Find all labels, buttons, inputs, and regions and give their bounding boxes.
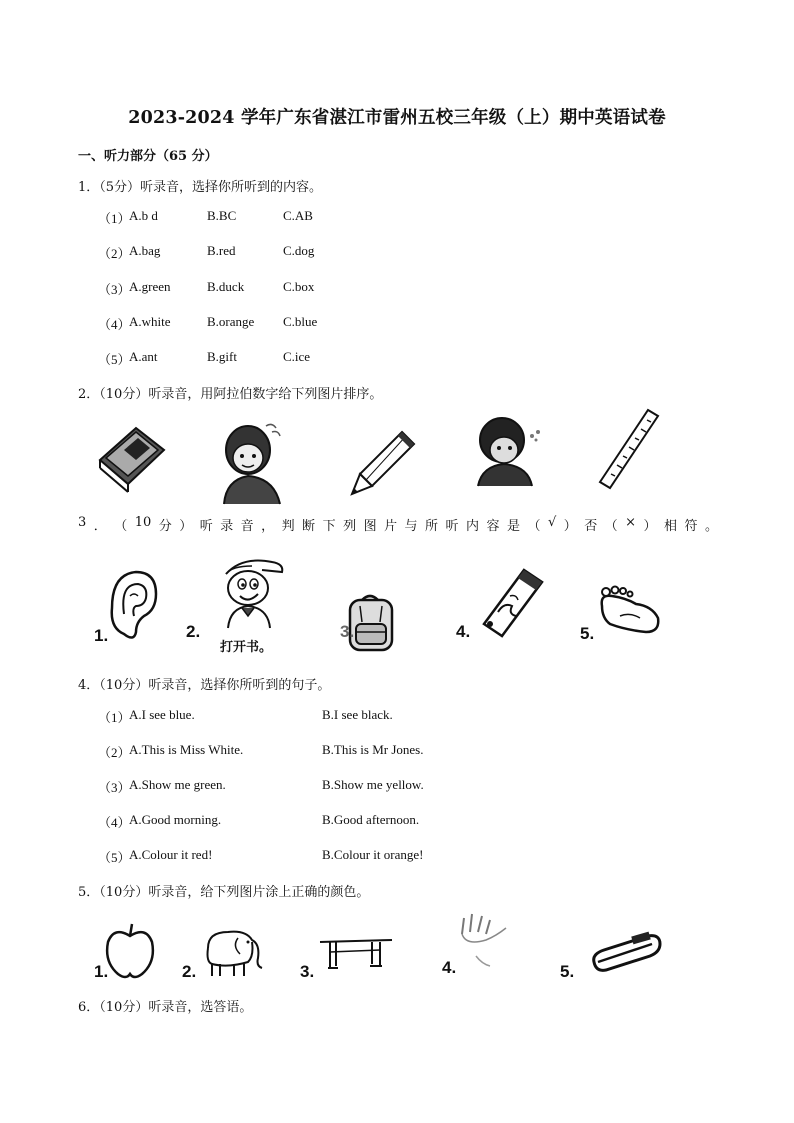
question-5-stem: 5．（10分）听录音，给下列图片涂上正确的颜色。 — [78, 885, 370, 900]
q4-option-b: B.Good afternoon. — [322, 812, 420, 827]
q1-option-a: A.white — [129, 314, 171, 329]
q3-picture-label: 4. — [456, 622, 471, 641]
foot-icon — [596, 586, 662, 638]
q1-option-a: A.green — [129, 279, 171, 294]
q4-option-b: B.Colour it orange! — [322, 847, 424, 862]
q3-stem-char: ， — [261, 519, 275, 534]
q1-option-b: B.orange — [207, 314, 255, 329]
q3-stem-char: 符 — [684, 519, 698, 534]
page-title: 2023-2024 学年广东省湛江市雷州五校三年级（上）期中英语试卷 — [128, 108, 666, 128]
q1-option-a: A.ant — [129, 349, 158, 364]
q3-stem-char: 否 — [584, 519, 598, 534]
q3-stem-char: 图 — [363, 519, 377, 534]
pencil-icon — [350, 430, 416, 496]
q1-option-a: A.bag — [129, 243, 161, 258]
q4-row-number: （2） — [98, 745, 131, 760]
ear-icon — [104, 568, 160, 644]
q1-option-c: C.box — [283, 279, 315, 294]
q3-stem-char: 听 — [199, 519, 213, 534]
q3-stem-char: （ — [604, 519, 618, 534]
q3-stem-char: ） — [179, 519, 193, 534]
q3-stem-char: 列 — [343, 519, 357, 534]
q3-stem-char: 容 — [486, 519, 500, 534]
q1-option-b: B.gift — [207, 349, 237, 364]
q3-stem-char: 所 — [425, 519, 439, 534]
q3-picture-label: 2. — [186, 622, 201, 641]
q5-picture-label: 5. — [560, 962, 575, 981]
pencil-case-icon — [590, 932, 662, 972]
q4-row-number: （1） — [98, 710, 131, 725]
q3-stem-char: 3 — [78, 515, 87, 530]
q5-picture-label: 2. — [182, 962, 197, 981]
q4-option-b: B.Show me yellow. — [322, 777, 424, 792]
q1-row-number: （5） — [98, 352, 131, 367]
q3-stem-char: ． — [93, 519, 107, 534]
q3-stem-char: × — [625, 515, 637, 530]
q3-stem-char: ） — [563, 519, 577, 534]
q3-stem-char: 是 — [506, 519, 520, 534]
q4-option-b: B.I see black. — [322, 707, 393, 722]
section-heading-listening: 一、听力部分（65 分） — [78, 149, 218, 164]
question-2-stem: 2．（10分）听录音，用阿拉伯数字给下列图片排序。 — [78, 387, 383, 402]
q3-stem-char: 录 — [220, 519, 234, 534]
q4-option-a: A.Colour it red! — [129, 847, 213, 862]
glue-stick-icon — [480, 566, 546, 638]
boy-with-cap-icon — [212, 552, 286, 628]
q3-stem-char: 片 — [384, 519, 398, 534]
q4-option-a: A.I see blue. — [129, 707, 195, 722]
q3-stem-char: 相 — [664, 519, 678, 534]
q1-option-c: C.dog — [283, 243, 315, 258]
q1-option-c: C.blue — [283, 314, 318, 329]
book-icon — [96, 420, 168, 492]
boy-face-icon — [214, 420, 290, 504]
elephant-icon — [202, 922, 266, 978]
q3-stem-char: 下 — [322, 519, 336, 534]
question-4-stem: 4．（10分）听录音，选择你所听到的句子。 — [78, 678, 331, 693]
q1-row-number: （2） — [98, 246, 131, 261]
q3-stem-char: 。 — [704, 519, 718, 534]
q4-option-b: B.This is Mr Jones. — [322, 742, 424, 757]
q3-stem-char: 听 — [445, 519, 459, 534]
hand-icon — [456, 910, 516, 972]
q1-option-c: C.ice — [283, 349, 311, 364]
q3-picture-label: 5. — [580, 624, 595, 643]
q1-option-b: B.BC — [207, 208, 237, 223]
q1-option-b: B.red — [207, 243, 236, 258]
apple-icon — [104, 922, 156, 980]
q3-stem-char: 断 — [302, 519, 316, 534]
q3-picture-label: 3. — [340, 622, 355, 641]
desk-icon — [318, 934, 394, 974]
q3-stem-char: 分 — [158, 519, 172, 534]
q1-option-b: B.duck — [207, 279, 245, 294]
q4-row-number: （4） — [98, 815, 131, 830]
q3-stem-char: 音 — [240, 519, 254, 534]
q1-row-number: （1） — [98, 211, 131, 226]
q5-picture-label: 4. — [442, 958, 457, 977]
q1-row-number: （3） — [98, 282, 131, 297]
q3-stem-char: ） — [643, 519, 657, 534]
q3-stem-char: 判 — [281, 519, 295, 534]
q4-row-number: （3） — [98, 780, 131, 795]
q1-option-a: A.b d — [129, 208, 158, 223]
ruler-icon — [598, 408, 662, 490]
q4-option-a: A.Good morning. — [129, 812, 222, 827]
q3-stem-char: 内 — [466, 519, 480, 534]
q3-stem-char: √ — [547, 515, 557, 530]
question-6-stem: 6．（10分）听录音，选答语。 — [78, 1000, 253, 1015]
q3-stem-char: 与 — [404, 519, 418, 534]
q3-picture-caption: 打开书。 — [220, 640, 273, 655]
question-1-stem: 1．（5分）听录音，选择你所听到的内容。 — [78, 180, 323, 195]
girl-face-icon — [472, 414, 548, 486]
q1-row-number: （4） — [98, 317, 131, 332]
question-3-stem — [78, 515, 718, 534]
q3-picture-label: 1. — [94, 626, 109, 645]
q4-row-number: （5） — [98, 850, 131, 865]
q1-option-c: C.AB — [283, 208, 313, 223]
q5-picture-label: 1. — [94, 962, 109, 981]
q3-stem-char: （ — [114, 519, 128, 534]
q3-stem-char: 10 — [134, 515, 152, 530]
q3-stem-char: （ — [527, 519, 541, 534]
q4-option-a: A.Show me green. — [129, 777, 226, 792]
q5-picture-label: 3. — [300, 962, 315, 981]
q4-option-a: A.This is Miss White. — [129, 742, 244, 757]
